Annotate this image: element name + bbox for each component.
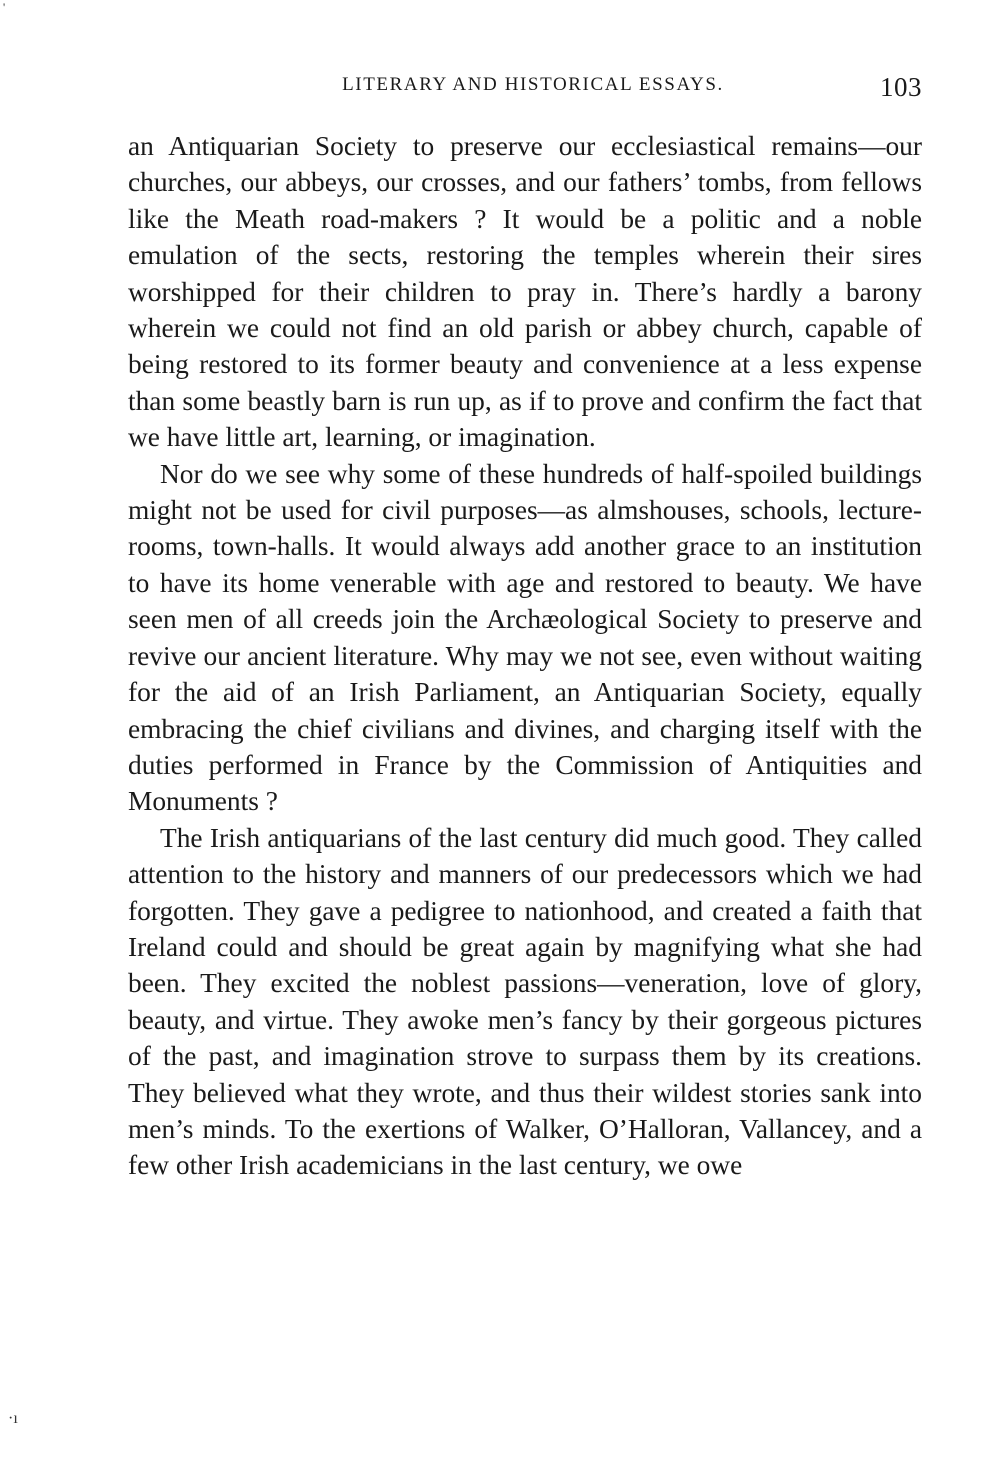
- paragraph: The Irish antiquarians of the last century did much good. They called attention to the history and manners of our predecessors which we had forgotten. They gave a pedigree to nationhood, and created a faith that Ireland could and should be great again by magnifying what she had been. They excited the noblest passions—veneration, love of glory, beauty, and virtue. They awoke men’s fancy by their gorgeous pictures of the past, and imagination strove to surpass them by its creations. They believed what they wrote, and thus their wildest stories sank into men’s minds. To the exertions of Walker, O’Halloran, Vallancey, and a few other Irish academicians in the last century, we owe: [128, 822, 922, 1181]
- paragraph-continued: an Antiquarian Society to preserve our ecclesiastical remains—our churches, our abbeys, our crosses, and our fathers’ tombs, from fellows like the Meath road-makers ? It would be a politic and a noble emulation of the sects, restoring the temples wherein their sires worshipped for their children to pray in. There’s hardly a barony wherein we could not find an old parish or abbey church, capable of being restored to its former beauty and convenience at a less expense than some beastly barn is run up, as if to prove and confirm the fact that we have little art, learning, or imagination.: [128, 131, 922, 453]
- body-text: [128, 128, 922, 1184]
- scan-mark-top: ': [3, 0, 6, 14]
- running-title: LITERARY AND HISTORICAL ESSAYS.: [342, 74, 724, 95]
- scan-mark-bottom: ·ı: [8, 1410, 18, 1427]
- paragraph: Nor do we see why some of these hundreds of half-spoiled buildings might not be used for civil purposes—as almshouses, schools, lecture-rooms, town-halls. It would always add another grace to an institution to have its home venerable with age and restored to beauty. We have seen men of all creeds join the Archæological Society to preserve and revive our ancient literature. Why may we not see, even without waiting for the aid of an Irish Parliament, an Antiquarian Society, equally embracing the chief civilians and divines, and charging itself with the duties performed in France by the Commission of Antiquities and Monuments ?: [128, 458, 922, 817]
- page-number: 103: [880, 72, 922, 102]
- running-head: [130, 74, 922, 104]
